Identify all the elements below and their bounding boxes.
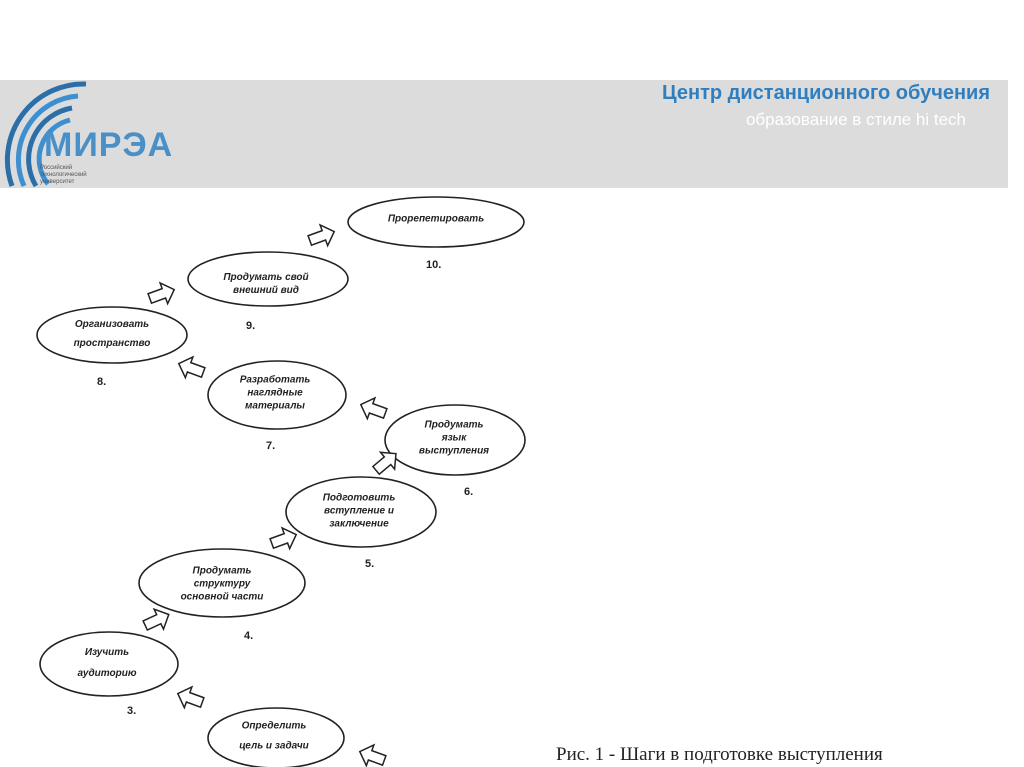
step-label-6: Продумать язык выступления [418, 419, 490, 457]
step-label-3: Изучить аудиторию [77, 647, 137, 679]
banner-subtitle: образование в стиле hi tech [745, 110, 966, 129]
step-label-4: Продумать структуру основной части [180, 565, 264, 603]
logo-wordmark: МИРЭА [44, 126, 174, 164]
arrow-8-to-9 [146, 279, 178, 309]
step-label-5: Подготовить вступление и заключение [322, 492, 396, 530]
figure-caption: Рис. 1 - Шаги в подготовке выступления [556, 744, 883, 765]
arrow-7-to-8 [175, 353, 207, 383]
arrow-9-to-10 [306, 221, 338, 251]
step-label-1: Определить цель и задачи [239, 720, 309, 752]
step-label-10: Прорепетировать [387, 213, 485, 225]
step-number-10: 10. [426, 259, 442, 271]
banner-title: Центр дистанционного обучения [662, 82, 990, 104]
step-number-6: 6. [464, 486, 474, 498]
arrow-1-to-2 [356, 741, 388, 767]
arrow-6-to-7 [357, 394, 389, 424]
step-label-8: Организовать пространство [73, 319, 151, 349]
arrow-2-to-3 [174, 683, 206, 713]
step-label-9: Продумать свой внешний вид [223, 272, 309, 296]
step-number-7: 7. [266, 440, 276, 452]
step-label-7: Разработать наглядные материалы [239, 374, 311, 412]
step-number-5: 5. [365, 558, 375, 570]
step-number-3: 3. [127, 705, 137, 717]
logo-subtitle: Российский технологический университет [40, 165, 87, 185]
step-number-4: 4. [244, 630, 254, 642]
step-number-8: 8. [97, 376, 107, 388]
step-number-9: 9. [246, 320, 256, 332]
